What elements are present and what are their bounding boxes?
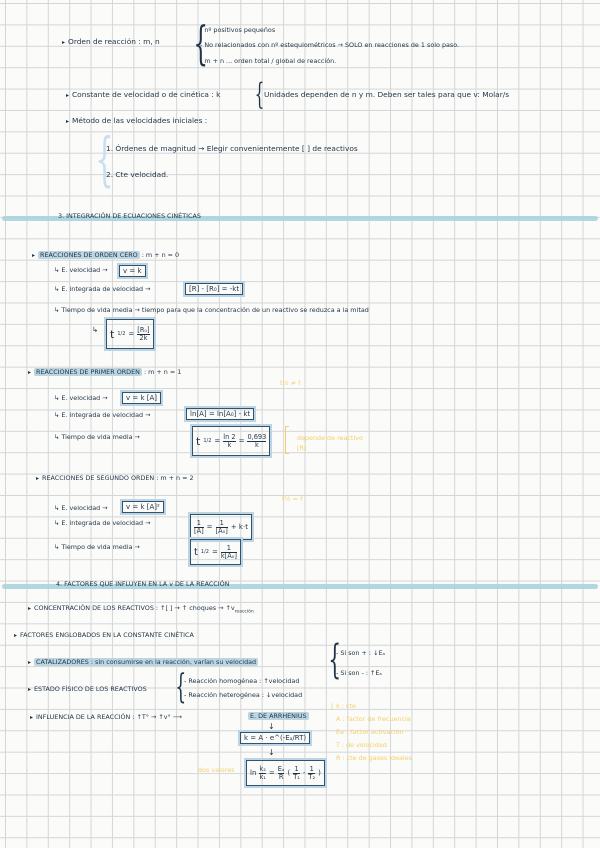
influencia-label: ▸ INFLUENCIA DE LA REACCIÓN : ↑T° → ↑v° ⟶ bbox=[30, 713, 182, 721]
ln-eq-box: ln $\frac{\text{k₂}}{\text{k₁}}$ = $\frac{\text{Eₐ}}{R}$ ( $\frac{1}{\text{T₁}}$ - $\frac{1}{\text{T₂}}$ ) bbox=[246, 760, 325, 786]
segundo-ei-label: ↳ E. integrada de velocidad → bbox=[54, 519, 151, 527]
cero-ev-label: ↳ E. velocidad → bbox=[54, 266, 108, 274]
catalizadores-opt-1: - Si son + : ↓Eₐ bbox=[336, 649, 385, 657]
yellow-list-3: Ea : factor activación bbox=[336, 728, 404, 736]
section4-title: 4. FACTORES QUE INFLUYEN EN LA v DE LA REACCIÓN bbox=[56, 580, 230, 588]
orden-brace: { bbox=[193, 16, 208, 70]
segundo-ei-box: $\frac{1}{[A]}$ = $\frac{1}{\text{[A₀]}}$ + k·t bbox=[190, 514, 252, 540]
constante-note: Unidades dependen de n y m. Deben ser tales para que v: Molar/s bbox=[264, 90, 510, 99]
primer-note: t½ ≠ f bbox=[280, 379, 301, 387]
primer-ei-label: ↳ E. integrada de velocidad → bbox=[54, 411, 151, 419]
primer-title: ▸ REACCIONES DE PRIMER ORDEN : m + n = 1 bbox=[28, 368, 182, 376]
segundo-tv-box: t 1/2 = $\frac{1}{\text{k[A₀]}}$ bbox=[190, 539, 241, 565]
arrhenius-label: E. DE ARRHENIUS bbox=[250, 712, 307, 720]
catalizadores-brace: { bbox=[328, 637, 342, 683]
primer-tv-label: ↳ Tiempo de vida media → bbox=[54, 433, 140, 441]
yellow-list-4: T : de velocidad bbox=[336, 741, 387, 749]
segundo-ev-box: v = k [A]² bbox=[122, 501, 164, 513]
primer-yellow-note: depende de reactivo [R] bbox=[297, 434, 363, 452]
cero-title: ▸ REACCIONES DE ORDEN CERO : m + n = 0 bbox=[32, 251, 180, 259]
primer-tv-box: t 1/2 = $\frac{\ln 2}{k}$ = $\frac{0,693}{k}$ bbox=[192, 426, 270, 456]
catalizadores-label: ▸ CATALIZADORES : sin consumirse en la reacción, varían su velocidad bbox=[28, 658, 257, 666]
concentracion-label: ▸ CONCENTRACIÓN DE LOS REACTIVOS : ↑[ ] → ↑ choques → $↑v_{reacción}$ bbox=[28, 604, 254, 615]
yellow-left-note: dos valores bbox=[198, 766, 235, 774]
segundo-tv-label: ↳ Tiempo de vida media → bbox=[54, 543, 140, 551]
primer-ev-box: v = k [A] bbox=[122, 392, 161, 404]
englobados-label: ▸ FACTORES ENGLOBADOS EN LA CONSTANTE CINÉTICA bbox=[14, 631, 194, 639]
estado-opt-2: - Reacción heterogénea : ↓velocidad bbox=[184, 691, 303, 699]
metodo-brace: { bbox=[95, 125, 114, 193]
estado-label: ▸ ESTADO FÍSICO DE LOS REACTIVOS bbox=[28, 685, 147, 693]
segundo-note: t½ = f bbox=[282, 495, 303, 503]
primer-ev-label: ↳ E. velocidad → bbox=[54, 394, 108, 402]
primer-ei-box: ln[A] = ln[A₀] - kt bbox=[186, 408, 254, 420]
metodo-step-1: 1. Órdenes de magnitud → Elegir convenientemente [ ] de reactivos bbox=[106, 144, 358, 153]
primer-yellow-bracket bbox=[285, 426, 289, 454]
yellow-list-1: { k : cte bbox=[330, 702, 356, 710]
estado-brace: { bbox=[175, 667, 187, 707]
cero-ev-box: v = k bbox=[119, 265, 146, 277]
arrhenius-arrow-2-icon: ↓ bbox=[268, 748, 275, 757]
yellow-list-2: A : factor de frecuencia bbox=[336, 715, 411, 723]
orden-item-1: - nº positivos pequeños bbox=[200, 26, 276, 34]
section3-title: 3. INTEGRACIÓN DE ECUACIONES CINÉTICAS bbox=[58, 212, 201, 220]
orden-label: ▸ Orden de reacción : m, n bbox=[62, 37, 160, 46]
cero-ei-label: ↳ E. integrada de velocidad → bbox=[54, 285, 151, 293]
cero-tv-label: ↳ Tiempo de vida media → tiempo para que la concentración de un reactivo se reduzca a la mitad bbox=[54, 306, 369, 314]
catalizadores-opt-2: - Si son - : ↑Eₐ bbox=[336, 669, 382, 677]
constante-label: ▸ Constante de velocidad o de cinética : k bbox=[66, 90, 221, 99]
segundo-ev-label: ↳ E. velocidad → bbox=[54, 504, 108, 512]
arrhenius-eq-box: k = A · e^(-Eₐ/RT) bbox=[240, 732, 310, 744]
metodo-label: ▸ Método de las velocidades iniciales : bbox=[66, 116, 208, 125]
orden-item-2: - No relacionados con nº estequiométricos → SOLO en reacciones de 1 solo paso. bbox=[200, 41, 460, 49]
cero-ei-box: [R] - [R₀] = -kt bbox=[185, 283, 243, 295]
arrhenius-arrow-icon: ↓ bbox=[268, 722, 275, 731]
metodo-step-2: 2. Cte velocidad. bbox=[106, 170, 169, 179]
cero-tv-arrow: ↳ bbox=[92, 325, 99, 334]
cero-tv-box: t 1/2 = $\frac{\text{[R₀]}}{2k}$ bbox=[106, 319, 154, 349]
yellow-list-5: R : cte de gases ideales bbox=[336, 754, 412, 762]
segundo-title: ▸ REACCIONES DE SEGUNDO ORDEN : m + n = 2 bbox=[36, 474, 194, 482]
constante-brace: { bbox=[254, 77, 265, 112]
orden-item-3: - m + n ... orden total / global de reacción. bbox=[200, 57, 337, 65]
estado-opt-1: - Reacción homogénea : ↑velocidad bbox=[184, 677, 300, 685]
